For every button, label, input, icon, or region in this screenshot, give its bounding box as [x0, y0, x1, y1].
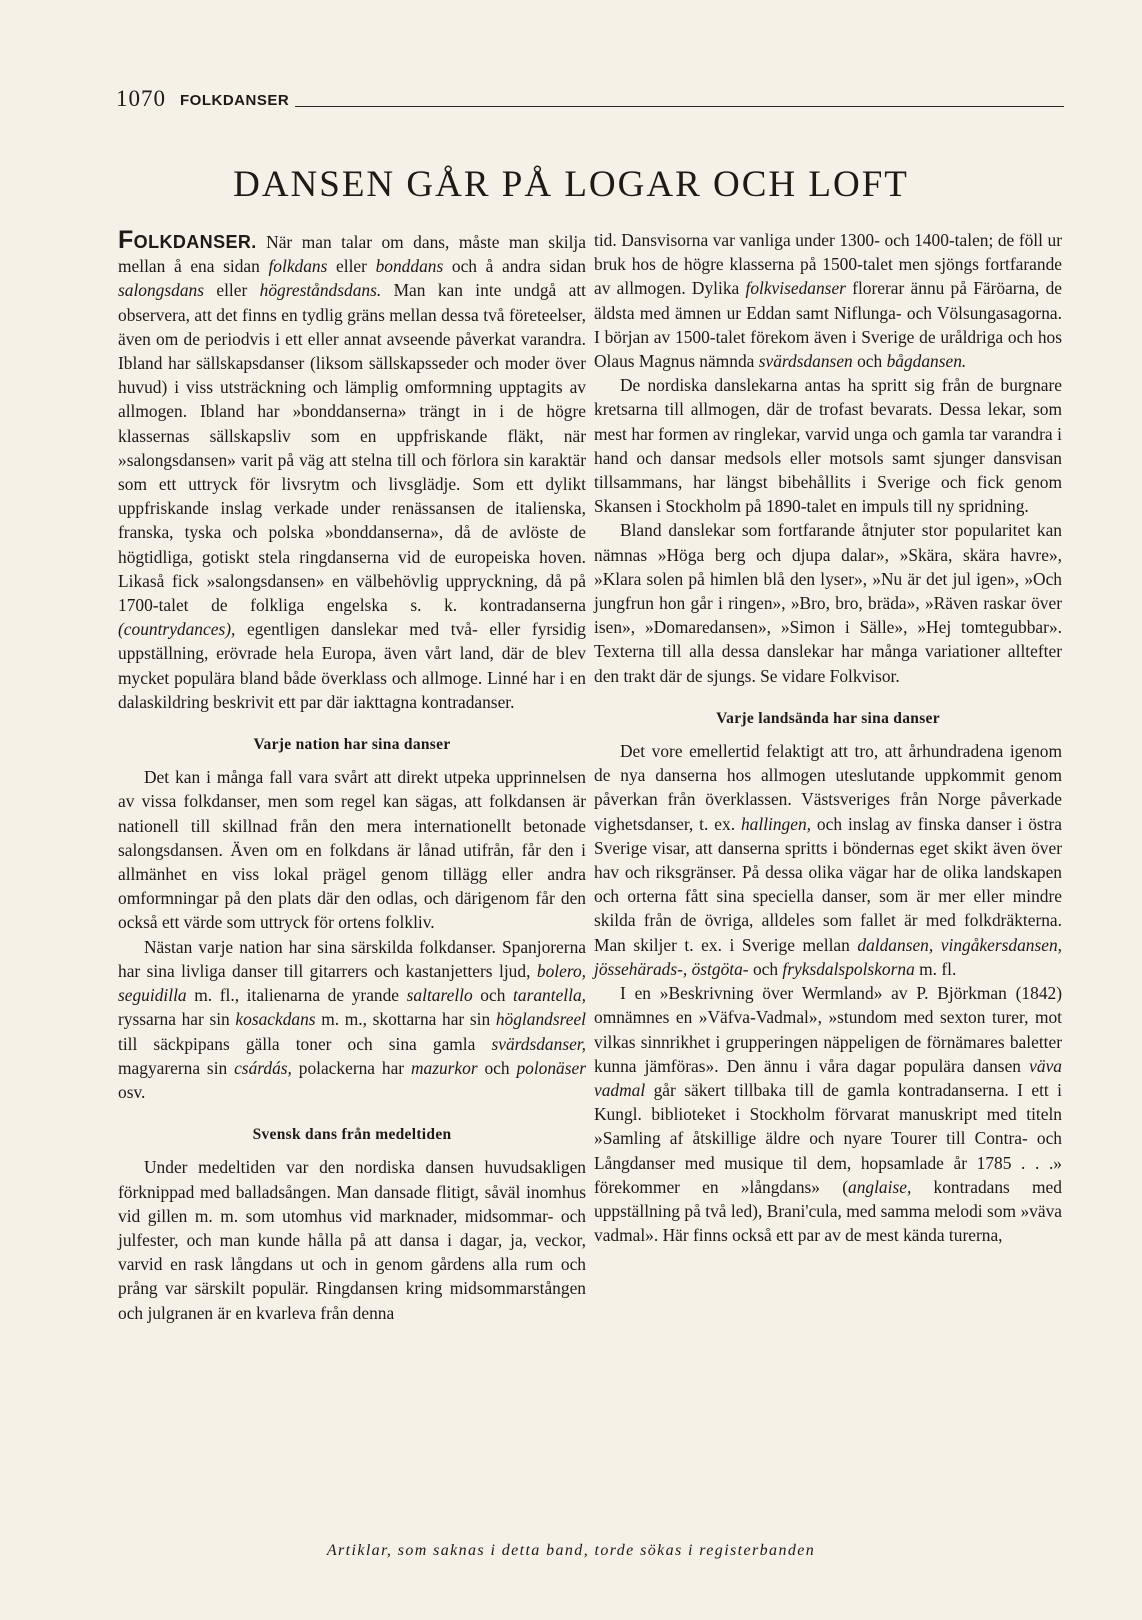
running-header [116, 80, 1064, 110]
paragraph: I en »Beskrivning över Wermland» av P. Björkman (1842) omnämnes en »Väfva-Vadmal», »stundom med sexton turer, mot vilkas sinnrikhet i grupperingen näppeligen de förnämares baletter kunna jämföras». Den ännu i våra dagar populära dansen väva vadmal går säkert tillbaka till de gamla kontradanserna. I ett i Kungl. biblioteket i Stockholm förvarat manuskript med titeln »Samling af åtskillige äldre och nyare Tourer till Contra- och Långdanser med musique til dem, hopsamlade år 1785 . . .» förekommer en »långdans» (anglaise, kontradans med uppställning på två led), Brani'cula, med samma melodi som »väva vadmal». Här finns också ett par av de mest kända turerna, [594, 983, 1062, 1246]
right-column [594, 228, 1062, 1247]
footer-note: Artiklar, som saknas i detta band, torde sökas i registerbanden [326, 1542, 816, 1559]
header-rule [295, 106, 1064, 108]
subheading: Varje nation har sina danser [253, 736, 451, 754]
page-number: 1070 [116, 86, 166, 111]
paragraph: Det vore emellertid felaktigt att tro, att århundradena igenom de nya danserna hos allmogen uteslutande uppkommit genom påverkan från överklassen. Västsveriges från Norge påverkade vighetsdanser, t. ex. hallingen, och inslag av finska danser i östra Sverige visar, att danserna spritts i böndernas eget skikt även över hav och riksgränser. På dessa olika vägar har de olika landskapen och orterna fått sina speciella danser, som är mer eller mindre skilda från de övriga, alldeles som fallet är med folkdräkterna. Man skiljer t. ex. i Sverige mellan daldansen, vingåkersdansen, jössehärads-, östgöta- och fryksdalspolskorna m. fl. [594, 741, 1062, 979]
left-column [118, 228, 586, 1325]
article-title: DANSEN GÅR PÅ LOGAR OCH LOFT [233, 164, 909, 205]
paragraph: Under medeltiden var den nordiska dansen huvudsakligen förknippad med balladsången. Man dansade flitigt, såväl inomhus vid gillen m. m. som utomhus vid marknader, midsommar- och julfester, och man kunde hålla på att dansa i dagar, ja, veckor, varvid en rask långdans ut och in genom gårdens alla rum och prång var särskilt populär. Ringdansen kring midsommarstången och julgranen är en kvarleva från denna [118, 1157, 586, 1323]
section-label: FOLKDANSER [180, 92, 290, 109]
paragraph: Det kan i många fall vara svårt att direkt utpeka upprinnelsen av vissa folkdanser, men som regel kan sägas, att folkdansen är nationell till skillnad från den mera internationellt betonade salongsdansen. Även om en folkdans är lånad utifrån, får den i allmänhet en viss lokal prägel genom tillägg eller andra omformningar på den plats där den odlas, och därigenom får den också ett värde som uttryck för ortens folkliv. [118, 767, 586, 933]
paragraph: Nästan varje nation har sina särskilda folkdanser. Spanjorerna har sina livliga danser till gitarrers och kastanjetters ljud, bolero, seguidilla m. fl., italienarna de yrande saltarello och tarantella, ryssarna har sin kosackdans m. m., skottarna har sin höglandsreel till säckpipans gälla toner och sina gamla svärdsdanser, magyarerna sin csárdás, polackerna har mazurkor och polonäser osv. [118, 936, 587, 1102]
lead-paragraph: FOLKDANSER. När man talar om dans, måste man skilja mellan å ena sidan folkdans eller bonddans och å andra sidan salongsdans eller högreståndsdans. Man kan inte undgå att observera, att det finns en tydlig gräns mellan dessa två företeelser, även om de periodvis i ett eller annat avseende påverkat varandra. Ibland har sällskapsdanser (liksom sällskapsseder och moder över huvud) i viss utsträckning och lämplig omformning upptagits av allmogen. Ibland har »bonddanserna» trängt in i de högre klassernas sällskapsliv som en uppfriskande fläkt, när »salongsdansen» varit på väg att stelna till och förlora sin karaktär som ett uttryck för livsrytm och livsglädje. Som ett dylikt uppfriskande inslag verkade under renässansen de italienska, franska, tyska och polska »bonddanserna», då de avlöste de högtidliga, gotiskt stela ringdanserna vid de europeiska hoven. Likaså fick »salongsdansen» en välbehövlig uppryckning, då på 1700-talet de folkliga engelska s. k. kontradanserna (countrydances), egentligen danslekar med två- eller fyrsidig uppställning, erövrade hela Europa, även vårt land, där de blev mycket populära bland både överklass och allmoge. Linné har i en dalaskildring beskrivit ett par där iakttagna kontradanser. [118, 226, 586, 712]
paragraph: Bland danslekar som fortfarande åtnjuter stor popularitet kan nämnas »Höga berg och djupa dalar», »Skära, skära havre», »Klara solen på himlen blå den lyser», »Nu är det jul igen», »Och jungfrun hon går i ringen», »Bro, bro, bräda», »Räven raskar över isen», »Domaredansen», »Simon i Sälle», »Hej tomtegubbar». Texterna till alla dessa danslekar har många variationer alltefter den trakt där de sjungs. Se vidare Folkvisor. [594, 520, 1062, 686]
lead-term: FOLKDANSER. [118, 226, 257, 254]
paragraph: tid. Dansvisorna var vanliga under 1300- och 1400-talen; de föll ur bruk hos de högre klasserna på 1500-talet men sjöngs fortfarande av allmogen. Dylika folkvisedanser florerar ännu på Färöarna, de äldsta med ämnen ur Eddan samt Niflunga- och Völsungasagorna. I början av 1500-talet förekom även i Sverige de uråldriga och hos Olaus Magnus nämnda svärdsdansen och bågdansen. [594, 230, 1062, 372]
paragraph: De nordiska danslekarna antas ha spritt sig från de burgnare kretsarna till allmogen, där de trofast bevarats. Dessa lekar, som mest har formen av ringlekar, varvid unga och gamla tar varandra i hand och dansar medsols eller motsols samt sjunger dansvisan tillsammans, har längst bibehållits i Sverige och fick genom Skansen i Stockholm på 1890-talet en impuls till ny spridning. [594, 375, 1062, 517]
subheading: Svensk dans från medeltiden [252, 1126, 452, 1144]
subheading: Varje landsända har sina danser [716, 709, 940, 727]
